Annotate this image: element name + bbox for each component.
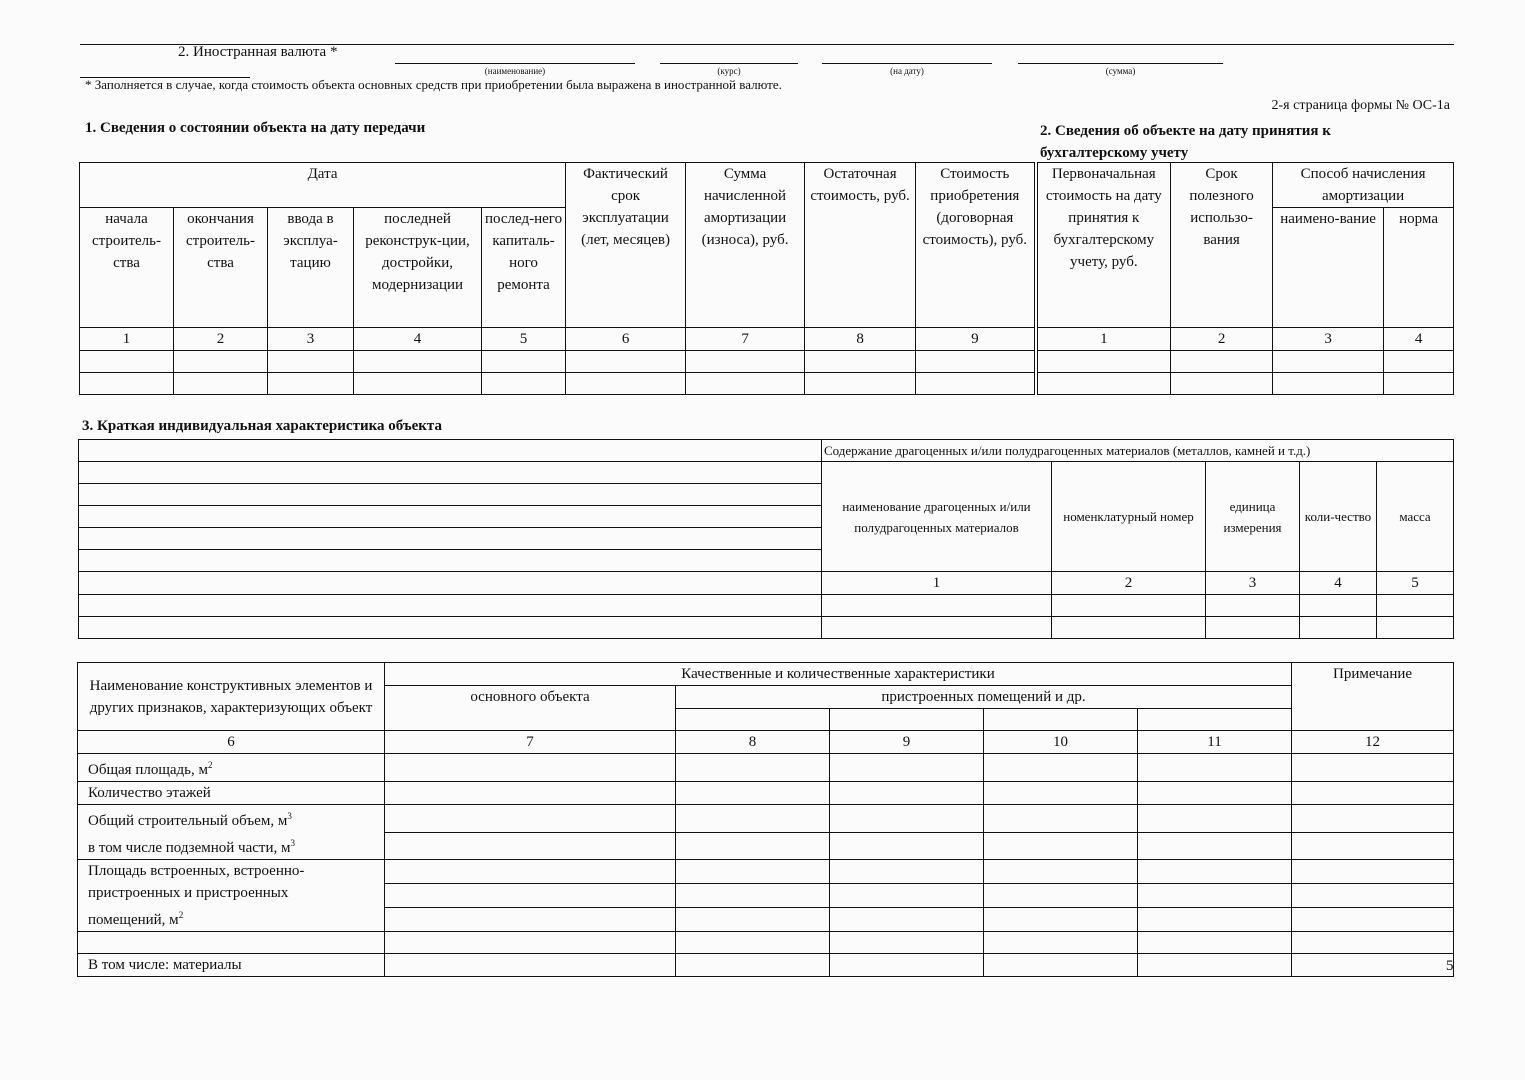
entry-cell[interactable] — [676, 932, 830, 954]
entry-cell[interactable] — [79, 550, 822, 572]
entry-cell[interactable] — [1206, 617, 1300, 639]
asset-state-table — [79, 162, 1454, 395]
entry-cell[interactable] — [1138, 832, 1292, 860]
row-label-floors: Количество этажей — [78, 782, 385, 805]
col-number: 1 — [1036, 328, 1171, 351]
row-label-volume: Общий строительный объем, $м^3$ в том числе подземной части, $м^3$ — [78, 805, 385, 860]
entry-cell[interactable] — [984, 932, 1138, 954]
entry-cell[interactable] — [1300, 617, 1377, 639]
col-number: 10 — [984, 731, 1138, 754]
col-acquisition-cost: Стоимость приобретения (договорная стоимость), руб. — [916, 163, 1036, 328]
table-row — [80, 373, 1454, 395]
entry-cell[interactable] — [830, 954, 984, 977]
entry-cell[interactable] — [79, 528, 822, 550]
entry-cell[interactable] — [78, 932, 385, 954]
col-number: 3 — [268, 328, 354, 351]
entry-cell[interactable] — [1052, 595, 1206, 617]
col-amortization-sum: Сумма начисленной амортизации (износа), руб. — [686, 163, 805, 328]
entry-cell[interactable] — [984, 754, 1138, 782]
table-row — [79, 595, 1454, 617]
col-note: Примечание — [1292, 663, 1454, 731]
entry-cell[interactable] — [566, 373, 686, 395]
table-row — [78, 860, 1454, 884]
caption-name: (наименование) — [484, 66, 546, 76]
entry-cell[interactable] — [676, 782, 830, 805]
col-number: 4 — [1384, 328, 1454, 351]
entry-cell[interactable] — [1384, 373, 1454, 395]
entry-cell[interactable] — [385, 884, 676, 908]
entry-cell[interactable] — [385, 908, 676, 932]
row-label-built-in-area: Площадь встроенных, встроенно-пристроенных и пристроенных помещений, $м^2$ — [78, 860, 385, 932]
entry-cell[interactable] — [676, 884, 830, 908]
entry-cell[interactable] — [1377, 595, 1454, 617]
entry-cell[interactable] — [354, 351, 482, 373]
entry-cell[interactable] — [385, 954, 676, 977]
entry-cell[interactable] — [830, 860, 984, 884]
entry-cell[interactable] — [1138, 782, 1292, 805]
entry-cell[interactable] — [1138, 709, 1292, 731]
row-label-total-area: Общая площадь, $м^2$ — [78, 754, 385, 782]
entry-cell[interactable] — [1292, 954, 1454, 977]
currency-rate-line — [660, 63, 798, 64]
entry-cell[interactable] — [676, 709, 830, 731]
col-number: 4 — [354, 328, 482, 351]
table-row — [78, 782, 1454, 805]
entry-cell[interactable] — [79, 617, 822, 639]
entry-cell[interactable] — [174, 373, 268, 395]
section1-title: 1. Сведения о состоянии объекта на дату передачи — [85, 120, 426, 136]
entry-cell[interactable] — [268, 373, 354, 395]
entry-cell[interactable] — [79, 506, 822, 528]
entry-cell[interactable] — [1171, 351, 1273, 373]
entry-cell[interactable] — [916, 351, 1036, 373]
col-number: 8 — [676, 731, 830, 754]
caption-date: (на дату) — [890, 66, 924, 76]
entry-cell[interactable] — [1052, 617, 1206, 639]
entry-cell[interactable] — [1138, 754, 1292, 782]
entry-cell[interactable] — [830, 754, 984, 782]
entry-cell[interactable] — [1138, 805, 1292, 833]
col-number: 2 — [1052, 572, 1206, 595]
entry-cell[interactable] — [1273, 351, 1384, 373]
entry-cell[interactable] — [676, 954, 830, 977]
entry-cell[interactable] — [385, 832, 676, 860]
col-number: 4 — [1300, 572, 1377, 595]
col-number: 2 — [1171, 328, 1273, 351]
entry-cell[interactable] — [984, 884, 1138, 908]
col-main-object: основного объекта — [385, 686, 676, 731]
entry-cell[interactable] — [385, 754, 676, 782]
quality-header: Качественные и количественные характеристики — [385, 663, 1292, 686]
entry-cell[interactable] — [822, 595, 1052, 617]
entry-cell[interactable] — [984, 908, 1138, 932]
entry-cell[interactable] — [1292, 782, 1454, 805]
row-label-materials: В том числе: материалы — [78, 954, 385, 977]
col-construction-end: окончания строитель-ства — [174, 208, 268, 328]
col-last-repair: послед-него капиталь-ного ремонта — [482, 208, 566, 328]
col-number: 3 — [1273, 328, 1384, 351]
col-useful-life: Срок полезного использо-вания — [1171, 163, 1273, 328]
entry-cell[interactable] — [1036, 351, 1171, 373]
currency-sum-line — [1018, 63, 1223, 64]
col-amort-name: наимено-вание — [1273, 208, 1384, 328]
table-row — [78, 932, 1454, 954]
col-number: 9 — [916, 328, 1036, 351]
entry-cell[interactable] — [1206, 595, 1300, 617]
date-header: Дата — [80, 163, 566, 208]
col-unit: единица измерения — [1206, 462, 1300, 572]
amortization-method-header: Способ начисления амортизации — [1273, 163, 1454, 208]
entry-cell[interactable] — [1138, 860, 1292, 884]
col-nomenclature-number: номенклатурный номер — [1052, 462, 1206, 572]
entry-cell[interactable] — [1292, 805, 1454, 833]
col-number: 11 — [1138, 731, 1292, 754]
table-row — [80, 351, 1454, 373]
col-number: 7 — [385, 731, 676, 754]
col-number: 6 — [566, 328, 686, 351]
entry-cell[interactable] — [79, 440, 822, 462]
structural-elements-table — [77, 662, 1454, 977]
entry-cell[interactable] — [354, 373, 482, 395]
entry-cell[interactable] — [830, 709, 984, 731]
col-number: 1 — [80, 328, 174, 351]
entry-cell[interactable] — [984, 805, 1138, 833]
entry-cell[interactable] — [566, 351, 686, 373]
col-number: 7 — [686, 328, 805, 351]
table-row — [78, 805, 1454, 833]
section3-title: 3. Краткая индивидуальная характеристика объекта — [82, 418, 442, 434]
entry-cell[interactable] — [676, 908, 830, 932]
col-commissioning: ввода в эксплуа-тацию — [268, 208, 354, 328]
entry-cell[interactable] — [830, 884, 984, 908]
entry-cell[interactable] — [676, 860, 830, 884]
entry-cell[interactable] — [1036, 373, 1171, 395]
col-number: 5 — [482, 328, 566, 351]
col-amort-rate: норма — [1384, 208, 1454, 328]
individual-characteristics-table — [78, 439, 1454, 639]
entry-cell[interactable] — [80, 351, 174, 373]
entry-cell[interactable] — [1171, 373, 1273, 395]
entry-cell[interactable] — [984, 832, 1138, 860]
table-row — [79, 617, 1454, 639]
entry-cell[interactable] — [385, 860, 676, 884]
entry-cell[interactable] — [1292, 884, 1454, 908]
col-actual-term: Фактический срок эксплуатации (лет, месяцев) — [566, 163, 686, 328]
currency-name-line — [395, 63, 635, 64]
footnote: * Заполняется в случае, когда стоимость объекта основных средств при приобретении была выражена в иностранной валюте. — [85, 77, 782, 92]
entry-cell[interactable] — [830, 782, 984, 805]
entry-cell[interactable] — [830, 908, 984, 932]
col-number: 12 — [1292, 731, 1454, 754]
entry-cell[interactable] — [805, 351, 916, 373]
entry-cell[interactable] — [1273, 373, 1384, 395]
entry-cell[interactable] — [686, 351, 805, 373]
section2-title: 2. Сведения об объекте на дату принятия к бухгалтерскому учету — [1040, 123, 1331, 161]
entry-cell[interactable] — [1292, 832, 1454, 860]
entry-cell[interactable] — [686, 373, 805, 395]
col-number: 2 — [174, 328, 268, 351]
entry-cell[interactable] — [984, 954, 1138, 977]
entry-cell[interactable] — [805, 373, 916, 395]
table-row — [78, 954, 1454, 977]
entry-cell[interactable] — [1292, 754, 1454, 782]
entry-cell[interactable] — [79, 484, 822, 506]
entry-cell[interactable] — [385, 805, 676, 833]
entry-cell[interactable] — [1138, 884, 1292, 908]
entry-cell[interactable] — [984, 860, 1138, 884]
col-residual-value: Остаточная стоимость, руб. — [805, 163, 916, 328]
entry-cell[interactable] — [830, 832, 984, 860]
entry-cell[interactable] — [676, 832, 830, 860]
entry-cell[interactable] — [830, 805, 984, 833]
entry-cell[interactable] — [1292, 908, 1454, 932]
col-number: 8 — [805, 328, 916, 351]
col-precious-name: наименование драгоценных и/или полудрагоценных материалов — [822, 462, 1052, 572]
entry-cell[interactable] — [984, 782, 1138, 805]
table-row — [78, 754, 1454, 782]
entry-cell[interactable] — [79, 595, 822, 617]
page-number: 5 — [1446, 958, 1454, 974]
currency-date-line — [822, 63, 992, 64]
entry-cell[interactable] — [1138, 908, 1292, 932]
entry-cell[interactable] — [916, 373, 1036, 395]
col-number: 1 — [822, 572, 1052, 595]
col-number: 6 — [78, 731, 385, 754]
col-number: 9 — [830, 731, 984, 754]
entry-cell[interactable] — [79, 462, 822, 484]
page-reference: 2-я страница формы № ОС-1а — [1271, 98, 1450, 113]
entry-cell[interactable] — [268, 351, 354, 373]
caption-rate: (курс) — [717, 66, 741, 76]
entry-cell[interactable] — [830, 932, 984, 954]
entry-cell[interactable] — [1384, 351, 1454, 373]
entry-cell[interactable] — [482, 373, 566, 395]
entry-cell[interactable] — [174, 351, 268, 373]
col-quantity: коли-чество — [1300, 462, 1377, 572]
entry-cell[interactable] — [1377, 617, 1454, 639]
col-last-reconstruction: последней реконструк-ции, достройки, модернизации — [354, 208, 482, 328]
entry-cell[interactable] — [79, 572, 822, 595]
col-number: 3 — [1206, 572, 1300, 595]
entry-cell[interactable] — [1300, 595, 1377, 617]
col-attached-premises: пристроенных помещений и др. — [676, 686, 1292, 709]
precious-header: Содержание драгоценных и/или полудрагоценных материалов (металлов, камней и т.д.) — [822, 440, 1454, 462]
entry-cell[interactable] — [1138, 954, 1292, 977]
entry-cell[interactable] — [1292, 932, 1454, 954]
col-element-name: Наименование конструктивных элементов и других признаков, характеризующих объект — [78, 663, 385, 731]
col-mass: масса — [1377, 462, 1454, 572]
entry-cell[interactable] — [80, 373, 174, 395]
col-construction-start: начала строитель-ства — [80, 208, 174, 328]
entry-cell[interactable] — [822, 617, 1052, 639]
currency-label: 2. Иностранная валюта * — [178, 44, 338, 60]
entry-cell[interactable] — [385, 782, 676, 805]
entry-cell[interactable] — [385, 932, 676, 954]
entry-cell[interactable] — [676, 754, 830, 782]
col-number: 5 — [1377, 572, 1454, 595]
entry-cell[interactable] — [1292, 860, 1454, 884]
entry-cell[interactable] — [482, 351, 566, 373]
col-initial-cost: Первоначальная стоимость на дату принятия к бухгалтерскому учету, руб. — [1036, 163, 1171, 328]
entry-cell[interactable] — [984, 709, 1138, 731]
entry-cell[interactable] — [1138, 932, 1292, 954]
entry-cell[interactable] — [676, 805, 830, 833]
caption-sum: (сумма) — [1105, 66, 1136, 76]
